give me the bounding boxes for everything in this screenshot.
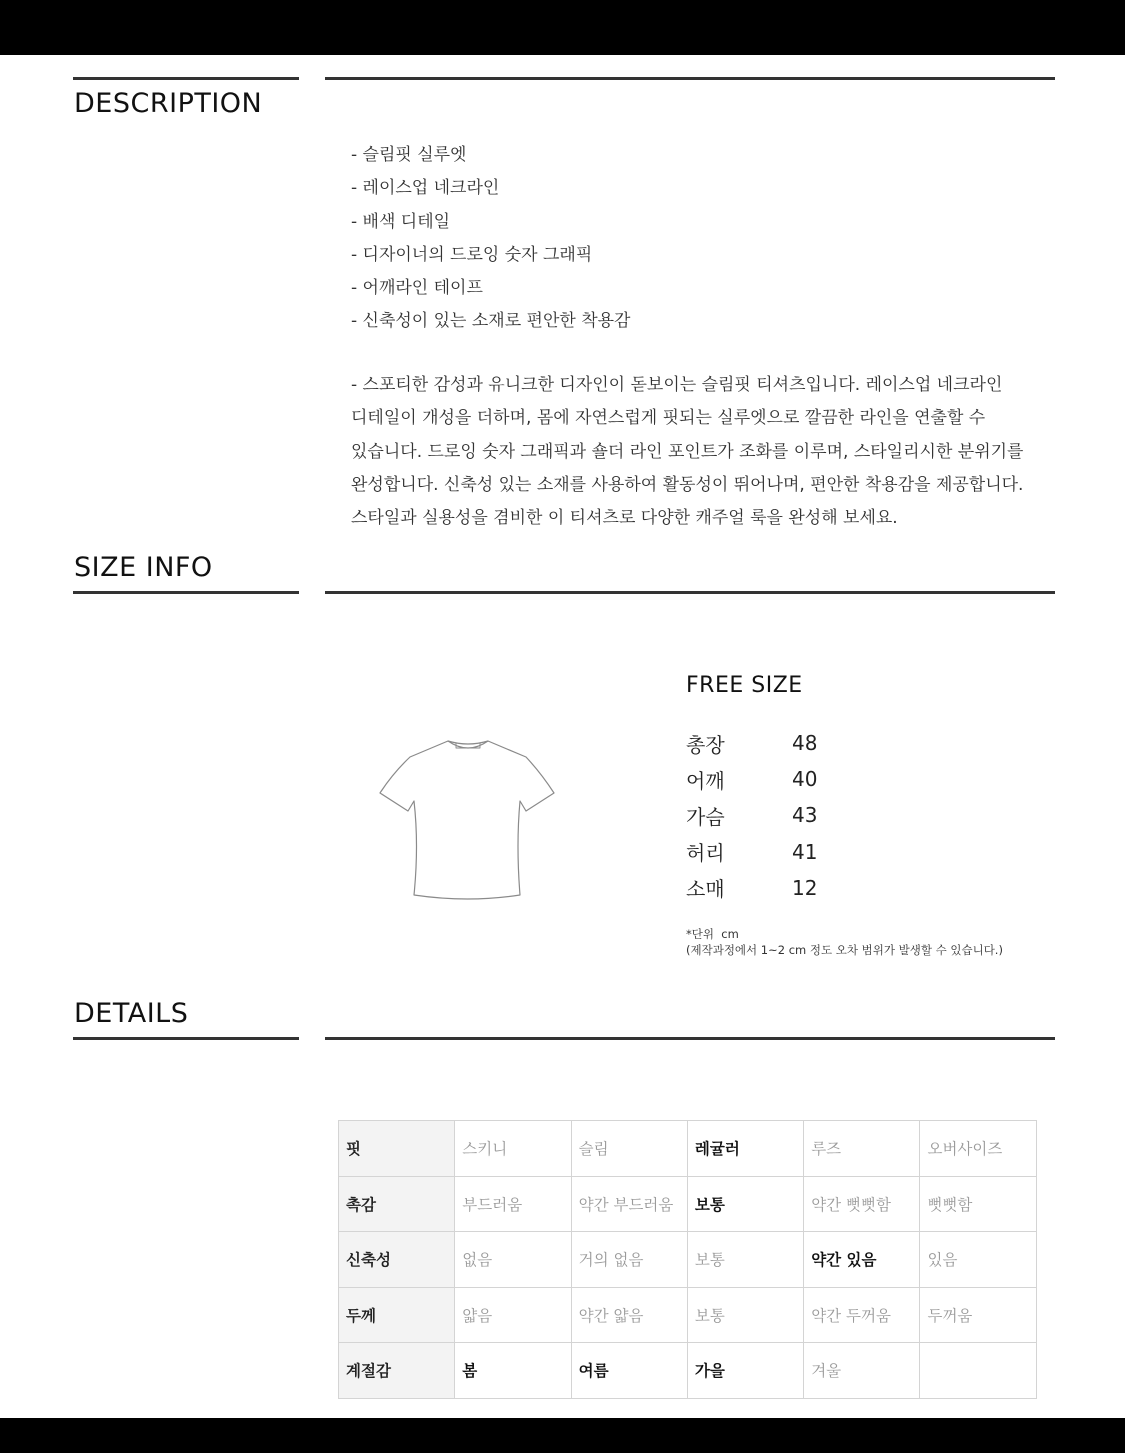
size-row <box>686 797 817 833</box>
size-row-value: 41 <box>792 839 818 864</box>
size-row-value: 43 <box>792 803 818 828</box>
size-row-value: 48 <box>792 731 818 756</box>
details-option: 없음 <box>455 1232 571 1288</box>
size-row-label: 소매 <box>686 877 725 902</box>
details-row <box>339 1232 1037 1288</box>
details-option: 뻣뻣함 <box>920 1176 1036 1232</box>
details-row-label: 두께 <box>339 1287 455 1343</box>
feature-item: - 레이스업 네크라인 <box>351 178 500 199</box>
size-table <box>686 725 817 906</box>
description-title-rule <box>73 77 299 80</box>
size-row-value: 12 <box>792 875 818 900</box>
details-row-label: 핏 <box>339 1121 455 1177</box>
description-title: DESCRIPTION <box>74 88 263 119</box>
size-note <box>686 926 1003 958</box>
size-label: FREE SIZE <box>686 673 803 698</box>
feature-item: - 배색 디테일 <box>351 211 451 232</box>
details-option: 약간 뻣뻣함 <box>804 1176 920 1232</box>
details-title: DETAILS <box>74 998 189 1029</box>
details-row <box>339 1343 1037 1399</box>
size-info-title: SIZE INFO <box>74 552 213 583</box>
details-option: 겨울 <box>804 1343 920 1399</box>
details-table <box>338 1120 1037 1399</box>
details-row <box>339 1287 1037 1343</box>
details-option-selected: 레귤러 <box>687 1121 803 1177</box>
details-option-selected: 약간 있음 <box>804 1232 920 1288</box>
details-option: 부드러움 <box>455 1176 571 1232</box>
details-row-label: 촉감 <box>339 1176 455 1232</box>
size-unit-note: *단위 cm <box>686 927 739 941</box>
details-content-rule <box>325 1037 1055 1040</box>
feature-item: - 신축성이 있는 소재로 편안한 착용감 <box>351 311 631 332</box>
details-option: 약간 두꺼움 <box>804 1287 920 1343</box>
tshirt-flat-sketch-icon <box>376 735 560 905</box>
size-row <box>686 834 817 870</box>
details-option: 오버사이즈 <box>920 1121 1036 1177</box>
details-option: 두꺼움 <box>920 1287 1036 1343</box>
details-option: 보통 <box>687 1287 803 1343</box>
size-row-label: 총장 <box>686 732 725 757</box>
details-option: 얇음 <box>455 1287 571 1343</box>
feature-list <box>351 139 630 339</box>
size-row <box>686 870 817 906</box>
details-option: 루즈 <box>804 1121 920 1177</box>
details-option: 약간 얇음 <box>571 1287 687 1343</box>
details-row-label: 신축성 <box>339 1232 455 1288</box>
details-row <box>339 1121 1037 1177</box>
details-option: 약간 부드러움 <box>571 1176 687 1232</box>
size-row-label: 가슴 <box>686 804 725 829</box>
feature-item: - 슬림핏 실루엣 <box>351 145 467 165</box>
feature-item: - 디자이너의 드로잉 숫자 그래픽 <box>351 244 593 265</box>
details-option: 거의 없음 <box>571 1232 687 1288</box>
details-option-selected: 봄 <box>455 1343 571 1399</box>
details-option: 스키니 <box>455 1121 571 1177</box>
details-option-selected: 가을 <box>687 1343 803 1399</box>
size-tolerance-note: (제작과정에서 1~2 cm 정도 오차 범위가 발생할 수 있습니다.) <box>686 943 1003 957</box>
size-row-label: 허리 <box>686 841 725 866</box>
size-row <box>686 761 817 797</box>
top-black-bar <box>0 0 1125 55</box>
bottom-black-bar <box>0 1418 1125 1453</box>
details-option: 보통 <box>687 1232 803 1288</box>
feature-item: - 어깨라인 테이프 <box>351 278 483 299</box>
size-info-content-rule <box>325 591 1055 594</box>
details-title-rule <box>73 1037 299 1040</box>
description-paragraph: - 스포티한 감성과 유니크한 디자인이 돋보이는 슬림핏 티셔츠입니다. 레이스업 네크라인 디테일이 개성을 더하며, 몸에 자연스럽게 핏되는 실루엣으로 깔끔한 라인을 연출할 수 있습니다. 드로잉 숫자 그래픽과 숄더 라인 포인트가 조화를 이루며, 스타일리시한 분위기를 완성합니다. 신축성 있는 소재를 사용하여 활동성이 뛰어나며, 편안한 착용감을 제공합니다. 스타일과 실용성을 겸비한 이 티셔츠로 다양한 캐주얼 룩을 완성해 보세요. <box>351 375 1024 529</box>
size-row-value: 40 <box>792 767 818 792</box>
details-option-selected: 보통 <box>687 1176 803 1232</box>
description-content-rule <box>325 77 1055 80</box>
details-option: 슬림 <box>571 1121 687 1177</box>
size-info-title-rule <box>73 591 299 594</box>
size-row <box>686 725 817 761</box>
details-option <box>920 1343 1036 1399</box>
details-row <box>339 1176 1037 1232</box>
details-option: 있음 <box>920 1232 1036 1288</box>
details-option-selected: 여름 <box>571 1343 687 1399</box>
size-row-label: 어깨 <box>686 768 725 793</box>
details-row-label: 계절감 <box>339 1343 455 1399</box>
